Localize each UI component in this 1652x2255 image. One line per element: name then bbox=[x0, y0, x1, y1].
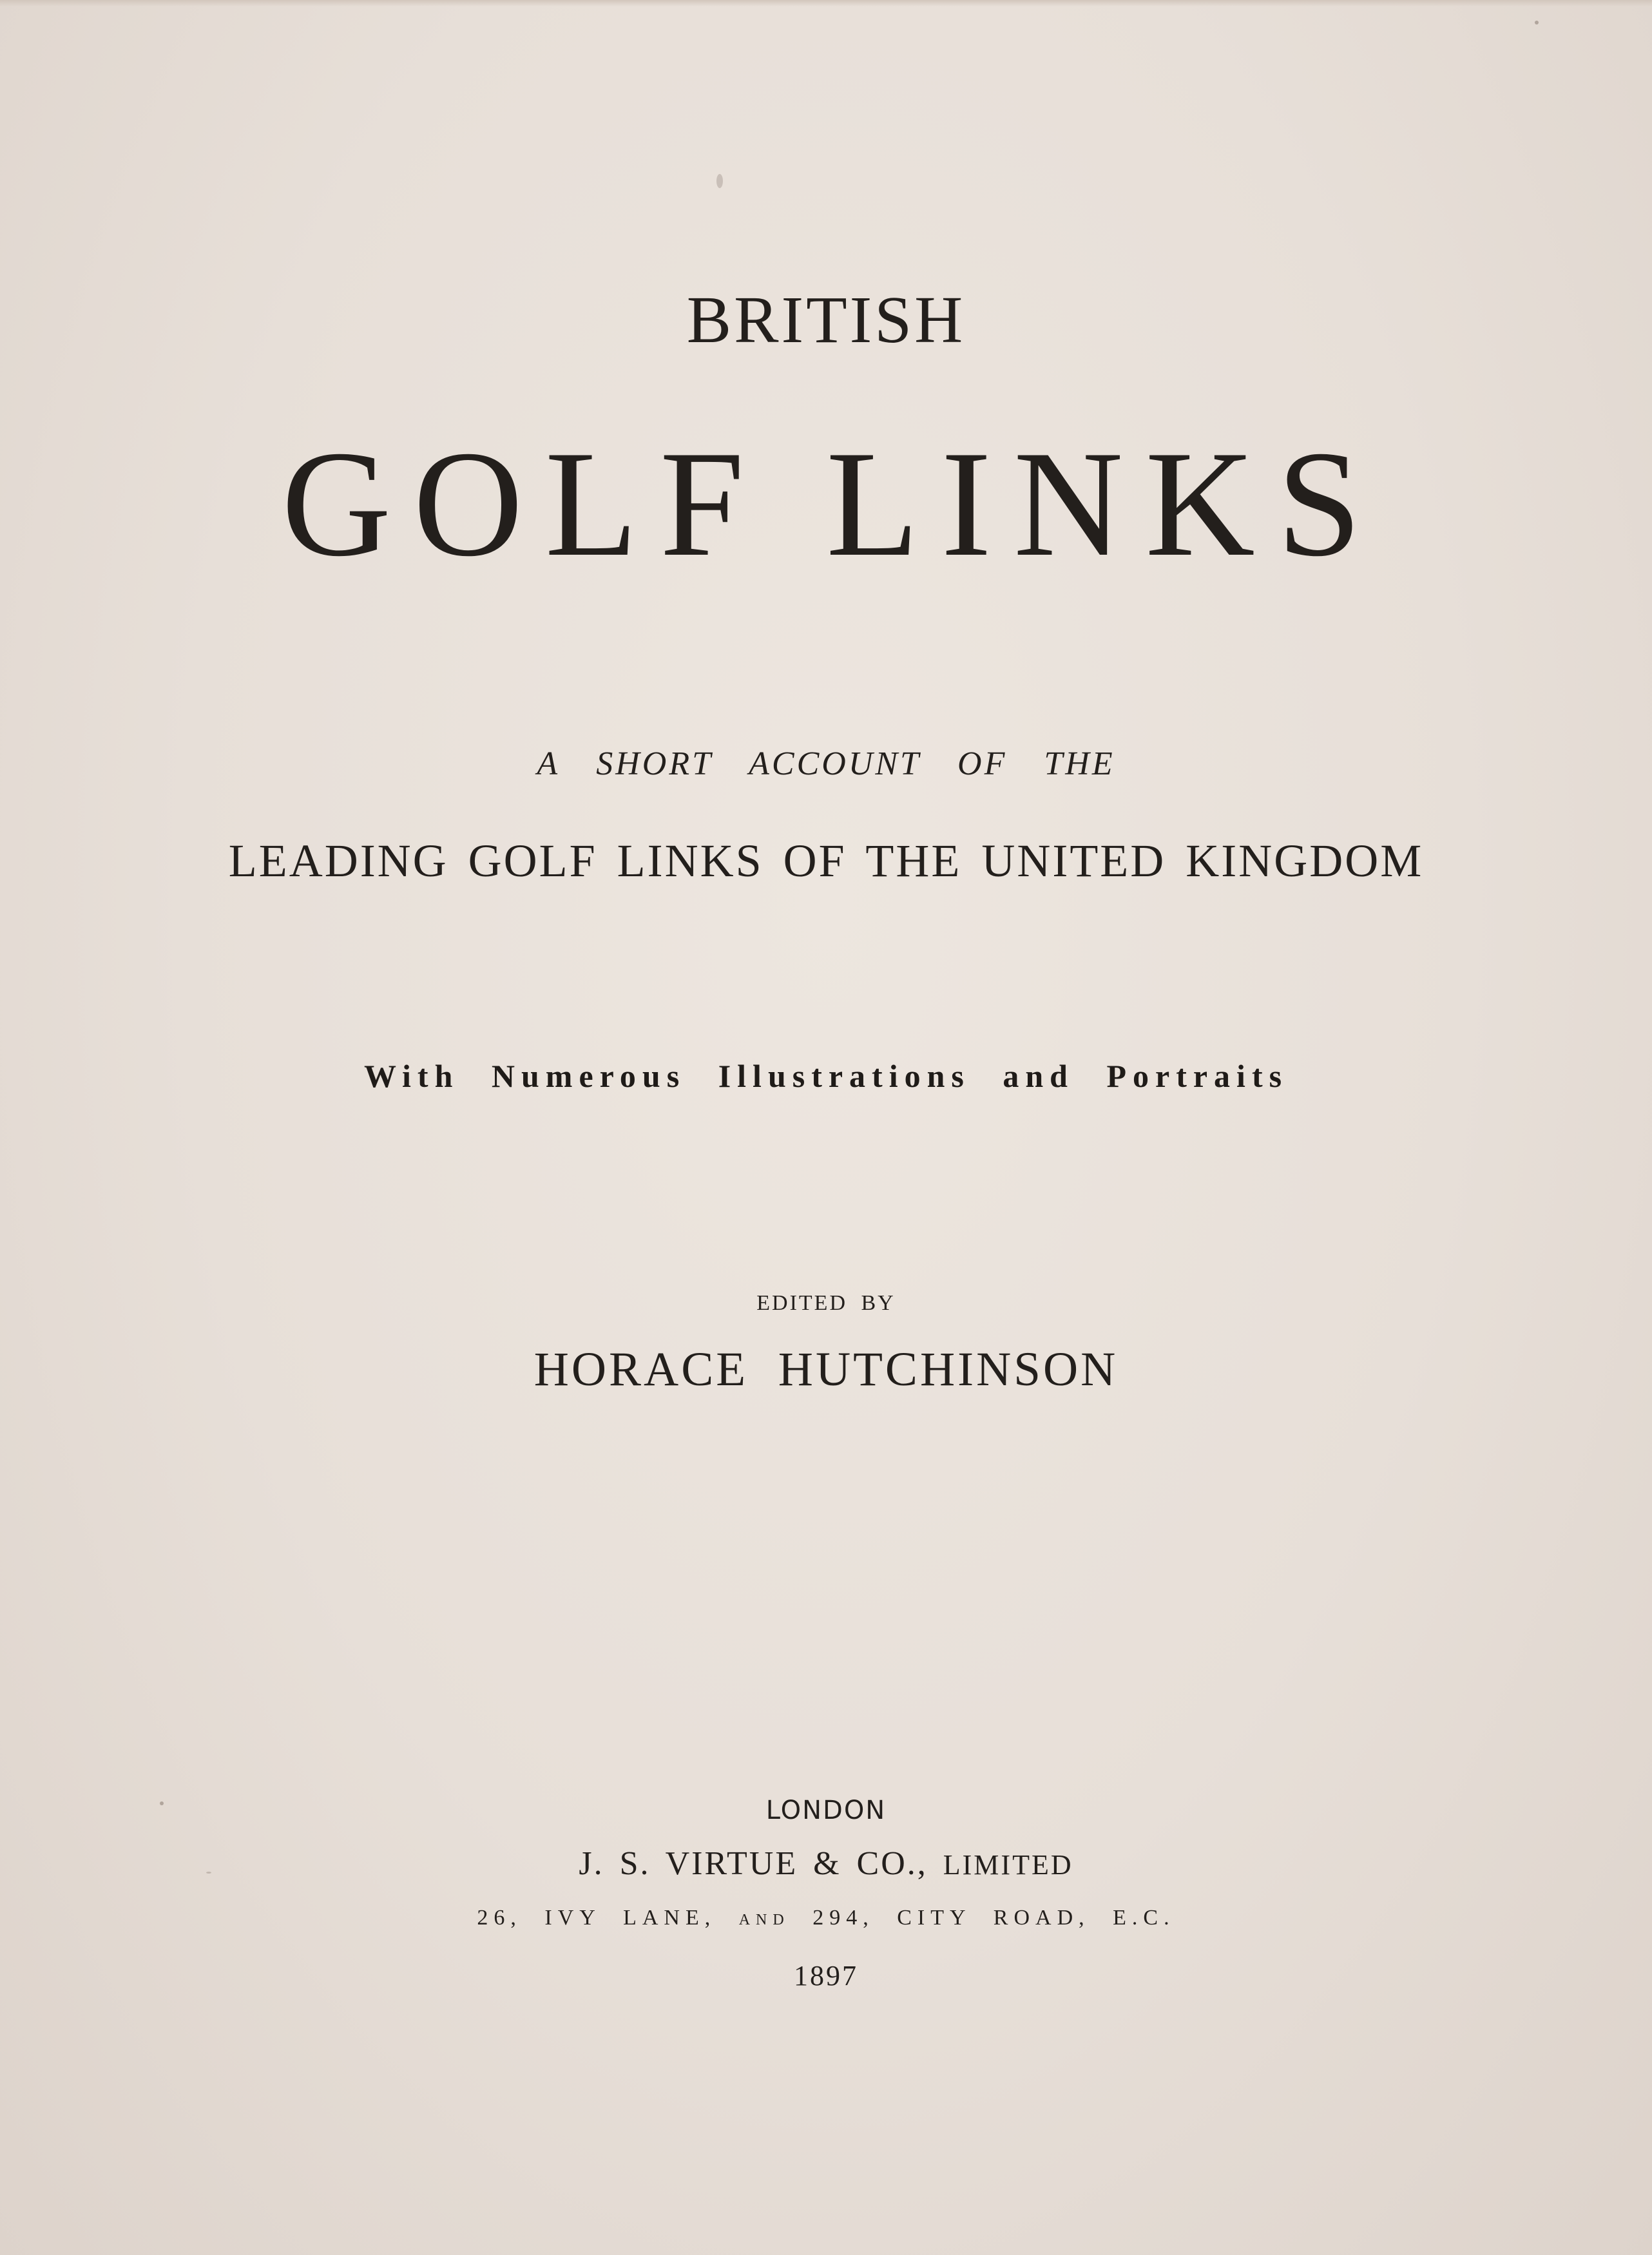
imprint-address bbox=[0, 1907, 1652, 1929]
address-and: AND bbox=[738, 1912, 790, 1928]
edited-by-label: EDITED BY bbox=[756, 1291, 896, 1315]
publisher-name: J. S. VIRTUE & CO., bbox=[579, 1845, 928, 1882]
subtitle-line-2: LEADING GOLF LINKS OF THE UNITED KINGDOM bbox=[228, 835, 1424, 887]
publisher-limited: LIMITED bbox=[943, 1849, 1073, 1881]
subtitle-line-1: A SHORT ACCOUNT OF THE bbox=[537, 745, 1115, 782]
foxing-speck bbox=[716, 174, 723, 188]
imprint-year: 1897 bbox=[794, 1960, 858, 1991]
foxing-speck bbox=[160, 1801, 164, 1805]
imprint-city: LONDON bbox=[765, 1796, 887, 1825]
foxing-speck bbox=[206, 1872, 211, 1874]
imprint-publisher bbox=[0, 1847, 1652, 1881]
address-part-2: 294, CITY ROAD, E.C. bbox=[812, 1906, 1175, 1930]
title-line-golf-links: GOLF LINKS bbox=[281, 420, 1384, 588]
foxing-speck bbox=[1535, 21, 1539, 24]
illustrations-note: With Numerous Illustrations and Portraits bbox=[363, 1058, 1289, 1094]
title-line-british: BRITISH bbox=[686, 283, 966, 357]
editor-name: HORACE HUTCHINSON bbox=[533, 1343, 1119, 1396]
address-part-1: 26, IVY LANE, bbox=[477, 1906, 716, 1930]
